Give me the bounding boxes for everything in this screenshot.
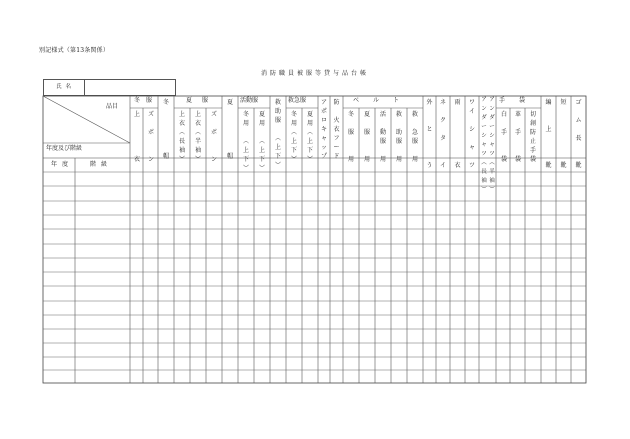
col-rubber-boots: ゴ ム 長 靴 (575, 99, 582, 169)
col-summer-long: 上 衣 ︵ 長 袖 ︶ (178, 111, 185, 163)
page-title: 消防職員被服等貸与品台帳 (260, 70, 369, 77)
row-lines (43, 172, 586, 370)
col-rescue-suit: 救 助 服 ︵ 上 下 ︶ (274, 99, 281, 169)
col-winter-jacket: 上 衣 (133, 111, 140, 163)
items-label: 品目 (106, 103, 119, 110)
col-overcoat: 外 と う (426, 99, 433, 169)
col-belt-ems: 救 急 服 用 (411, 111, 418, 163)
col-ems-winter: 冬 用 ︵ 上 下 ︶ (290, 111, 297, 163)
col-belt-summer: 夏 服 用 (363, 111, 370, 163)
col-ems-summer: 夏 用 ︵ 上 下 ︶ (306, 111, 313, 163)
col-apollo-cap: ア ポ ロ キ ャ ッ プ (320, 99, 327, 160)
col-summer-trousers: ズ ボ ン (210, 111, 217, 163)
col-necktie: ネ ク タ イ (439, 99, 446, 169)
col-activity-winter: 冬 用 ︵ 上 下 ︶ (242, 111, 249, 172)
col-dress-shirt: ワ イ シ ャ ツ (468, 99, 475, 169)
col-laced-boots: 編 上 靴 (545, 99, 552, 169)
col-raincoat: 雨 衣 (454, 99, 461, 169)
group-winter-uniform: 冬服 (134, 97, 159, 104)
name-label: 氏名 (47, 80, 85, 95)
year-column-header: 年度 (51, 161, 74, 168)
group-belt: ベルト (353, 97, 414, 104)
col-summer-short: 上 衣 ︵ 半 袖 ︶ (194, 111, 201, 163)
col-cut-resistant-gloves: 切 創 防 止 手 袋 (529, 111, 536, 163)
col-short-shoes: 短 靴 (560, 99, 567, 169)
group-ems-uniform: 救急服 (288, 97, 307, 104)
group-summer-uniform: 夏服 (186, 97, 219, 104)
col-undershirt-long: ア ン ダ ー シ ャ ツ ︵ 長 袖 ︶ (481, 97, 487, 193)
col-belt-rescue: 救 助 服 用 (395, 111, 402, 163)
col-belt-activity: 活 動 服 用 (379, 111, 386, 163)
year-grade-label: 年度及び階級 (46, 145, 83, 152)
grade-column-header: 階級 (90, 161, 113, 168)
col-fire-hood: 防 火 衣 フ ー ド (333, 99, 340, 160)
col-white-gloves: 白 手 袋 (500, 111, 507, 163)
col-leather-gloves: 革 手 袋 (514, 111, 521, 163)
col-undershirt-short: ア ン ダ ー シ ャ ツ ︵ 半 袖 ︶ (489, 97, 495, 193)
group-gloves: 手袋 (499, 97, 540, 104)
col-summer-cap: 夏 帽 (226, 99, 233, 160)
form-label: 別記様式（第13条関係） (39, 47, 110, 54)
group-activity-uniform: 活動服 (240, 97, 259, 104)
col-activity-summer: 夏 用 ︵ 上 下 ︶ (258, 111, 265, 172)
col-winter-cap: 冬 帽 (162, 99, 169, 160)
col-belt-winter: 冬 服 用 (347, 111, 354, 163)
col-winter-trousers: ズ ボ ン (147, 111, 154, 163)
